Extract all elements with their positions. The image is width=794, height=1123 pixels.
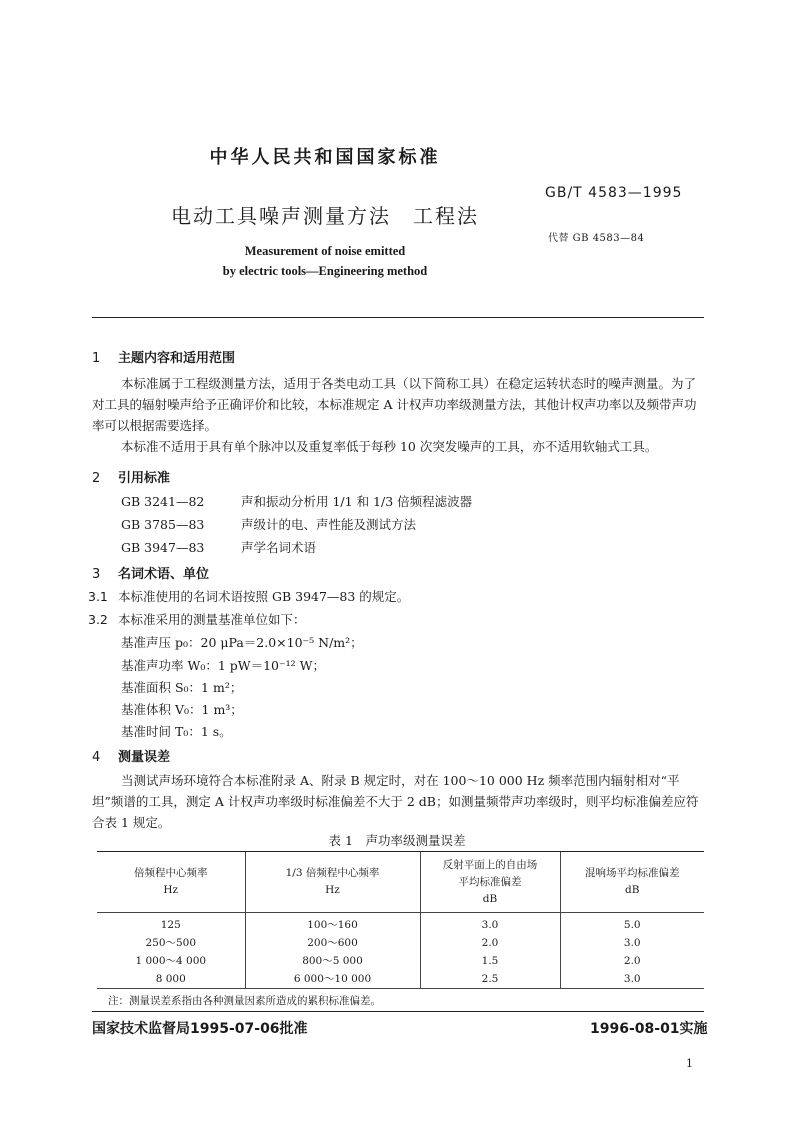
reference-unit-item: 基准体积 V₀：1 m³； [121, 702, 243, 717]
section-2-number: 2 [92, 471, 101, 486]
top-rule [92, 317, 704, 318]
english-title-line1: Measurement of noise emitted [244, 244, 406, 258]
header-label: 反射平面上的自由场 [442, 858, 538, 871]
section-4-heading [92, 746, 170, 765]
header-label: 1/3 倍频程中心频率 [285, 867, 380, 879]
reference-title: 声学名词术语 [241, 540, 317, 555]
reference-item [121, 515, 416, 533]
table-cell: 200～600 [245, 934, 420, 952]
table-header-row [97, 852, 704, 913]
table-cell: 1 000～4 000 [135, 955, 207, 967]
clause-3-1-number: 3.1 [88, 589, 108, 604]
section-4-paragraph: 当测试声场环境符合本标准附录 A、附录 B 规定时，对在 100～10 000 Hz 频率范围内辐射相对“平坦”频谱的工具，测定 A 计权声功率级时标准偏差不大于 2 dB；如测量频带声功率级时，则平均标准偏差应符合表 1 规定。 [92, 773, 699, 830]
table-cell: 1.5 [420, 952, 560, 970]
table-cell: 100～160 [245, 913, 420, 935]
table-row [97, 952, 704, 970]
reference-code: GB 3241—82 [121, 494, 205, 509]
standard-heading: 中华人民共和国国家标准 [209, 147, 441, 168]
clause-3-2-number: 3.2 [88, 612, 108, 627]
table-row [97, 934, 704, 952]
table-caption: 表 1 声功率级测量误差 [328, 833, 466, 848]
implementation-date: 1996-08-01实施 [590, 1021, 708, 1037]
standard-code: GB/T 4583—1995 [545, 185, 683, 201]
section-3-title: 名词术语、单位 [118, 567, 210, 582]
reference-code: GB 3947—83 [121, 540, 205, 555]
table-cell: 250～500 [145, 937, 197, 949]
table-note: 注：测量误差系指由各种测量因素所造成的累积标准偏差。 [108, 995, 381, 1007]
header-label-line2: 平均标准偏差 [458, 875, 522, 888]
table-cell: 2.0 [420, 934, 560, 952]
table-cell: 800～5 000 [245, 952, 420, 970]
reference-title: 声和振动分析用 1/1 和 1/3 倍频程滤波器 [241, 494, 473, 509]
section-4-title: 测量误差 [118, 750, 171, 765]
table-row [97, 913, 704, 935]
page-number: 1 [686, 1057, 693, 1070]
section-3-heading [92, 563, 209, 582]
table-row [97, 970, 704, 989]
reference-title: 声级计的电、声性能及测试方法 [241, 517, 417, 532]
section-1-paragraph-1: 本标准属于工程级测量方法，适用于各类电动工具（以下简称工具）在稳定运转状态时的噪声测量。为了对工具的辐射噪声给予正确评价和比较，本标准规定 A 计权声功率级测量方法，其他计权声功率以及频带声功率可以根据需要选择。 [92, 376, 697, 433]
table-cell: 3.0 [420, 913, 560, 935]
reference-code: GB 3785—83 [121, 517, 205, 532]
table-cell: 125 [160, 919, 181, 931]
replaces-standard: 代替 GB 4583—84 [548, 233, 645, 244]
clause-3-1-text: 本标准使用的名词术语按照 GB 3947—83 的规定。 [118, 589, 410, 604]
clause-3-1 [88, 587, 409, 605]
reference-unit-item: 基准声功率 W₀：1 pW＝10⁻¹² W； [121, 658, 325, 673]
table-header-cell [245, 852, 420, 913]
section-1-number: 1 [92, 351, 101, 366]
clause-3-2-text: 本标准采用的测量基准单位如下： [118, 612, 306, 627]
section-1-heading [92, 347, 235, 366]
header-unit: Hz [325, 884, 340, 896]
header-unit: dB [625, 884, 640, 896]
table-header-cell [97, 852, 245, 913]
section-3-number: 3 [92, 567, 101, 582]
error-table [97, 851, 704, 989]
reference-item [121, 538, 316, 556]
table-cell: 2.0 [560, 952, 704, 970]
table-header-cell [420, 852, 560, 913]
table-cell: 5.0 [560, 913, 704, 935]
table-cell: 3.0 [560, 934, 704, 952]
section-4-number: 4 [92, 750, 101, 765]
table-cell: 8 000 [97, 970, 245, 989]
header-unit: dB [482, 892, 498, 905]
header-label: 倍频程中心频率 [134, 867, 208, 879]
english-title-line2: by electric tools—Engineering method [222, 264, 428, 278]
section-1-paragraph-2: 本标准不适用于具有单个脉冲以及重复率低于每秒 10 次突发噪声的工具，亦不适用软轴式工具。 [121, 439, 658, 454]
table-cell: 6 000～10 000 [245, 970, 420, 989]
reference-item [121, 492, 472, 510]
section-2-heading [92, 467, 170, 486]
document-title: 电动工具噪声测量方法 工程法 [171, 204, 479, 228]
section-1-title: 主题内容和适用范围 [118, 351, 236, 366]
table-header-cell [560, 852, 704, 913]
section-2-title: 引用标准 [118, 471, 171, 486]
table-cell: 2.5 [420, 970, 560, 989]
header-unit: Hz [163, 884, 179, 896]
reference-unit-item: 基准时间 T₀：1 s。 [121, 724, 232, 739]
table-cell: 3.0 [560, 970, 704, 989]
reference-unit-item: 基准面积 S₀：1 m²； [121, 680, 243, 695]
clause-3-2 [88, 610, 306, 628]
approval-line: 国家技术监督局1995-07-06批准 [92, 1021, 308, 1037]
reference-unit-item: 基准声压 p₀：20 μPa＝2.0×10⁻⁵ N/m²； [121, 635, 363, 650]
bottom-rule [92, 1011, 704, 1012]
header-label: 混响场平均标准偏差 [585, 867, 680, 879]
